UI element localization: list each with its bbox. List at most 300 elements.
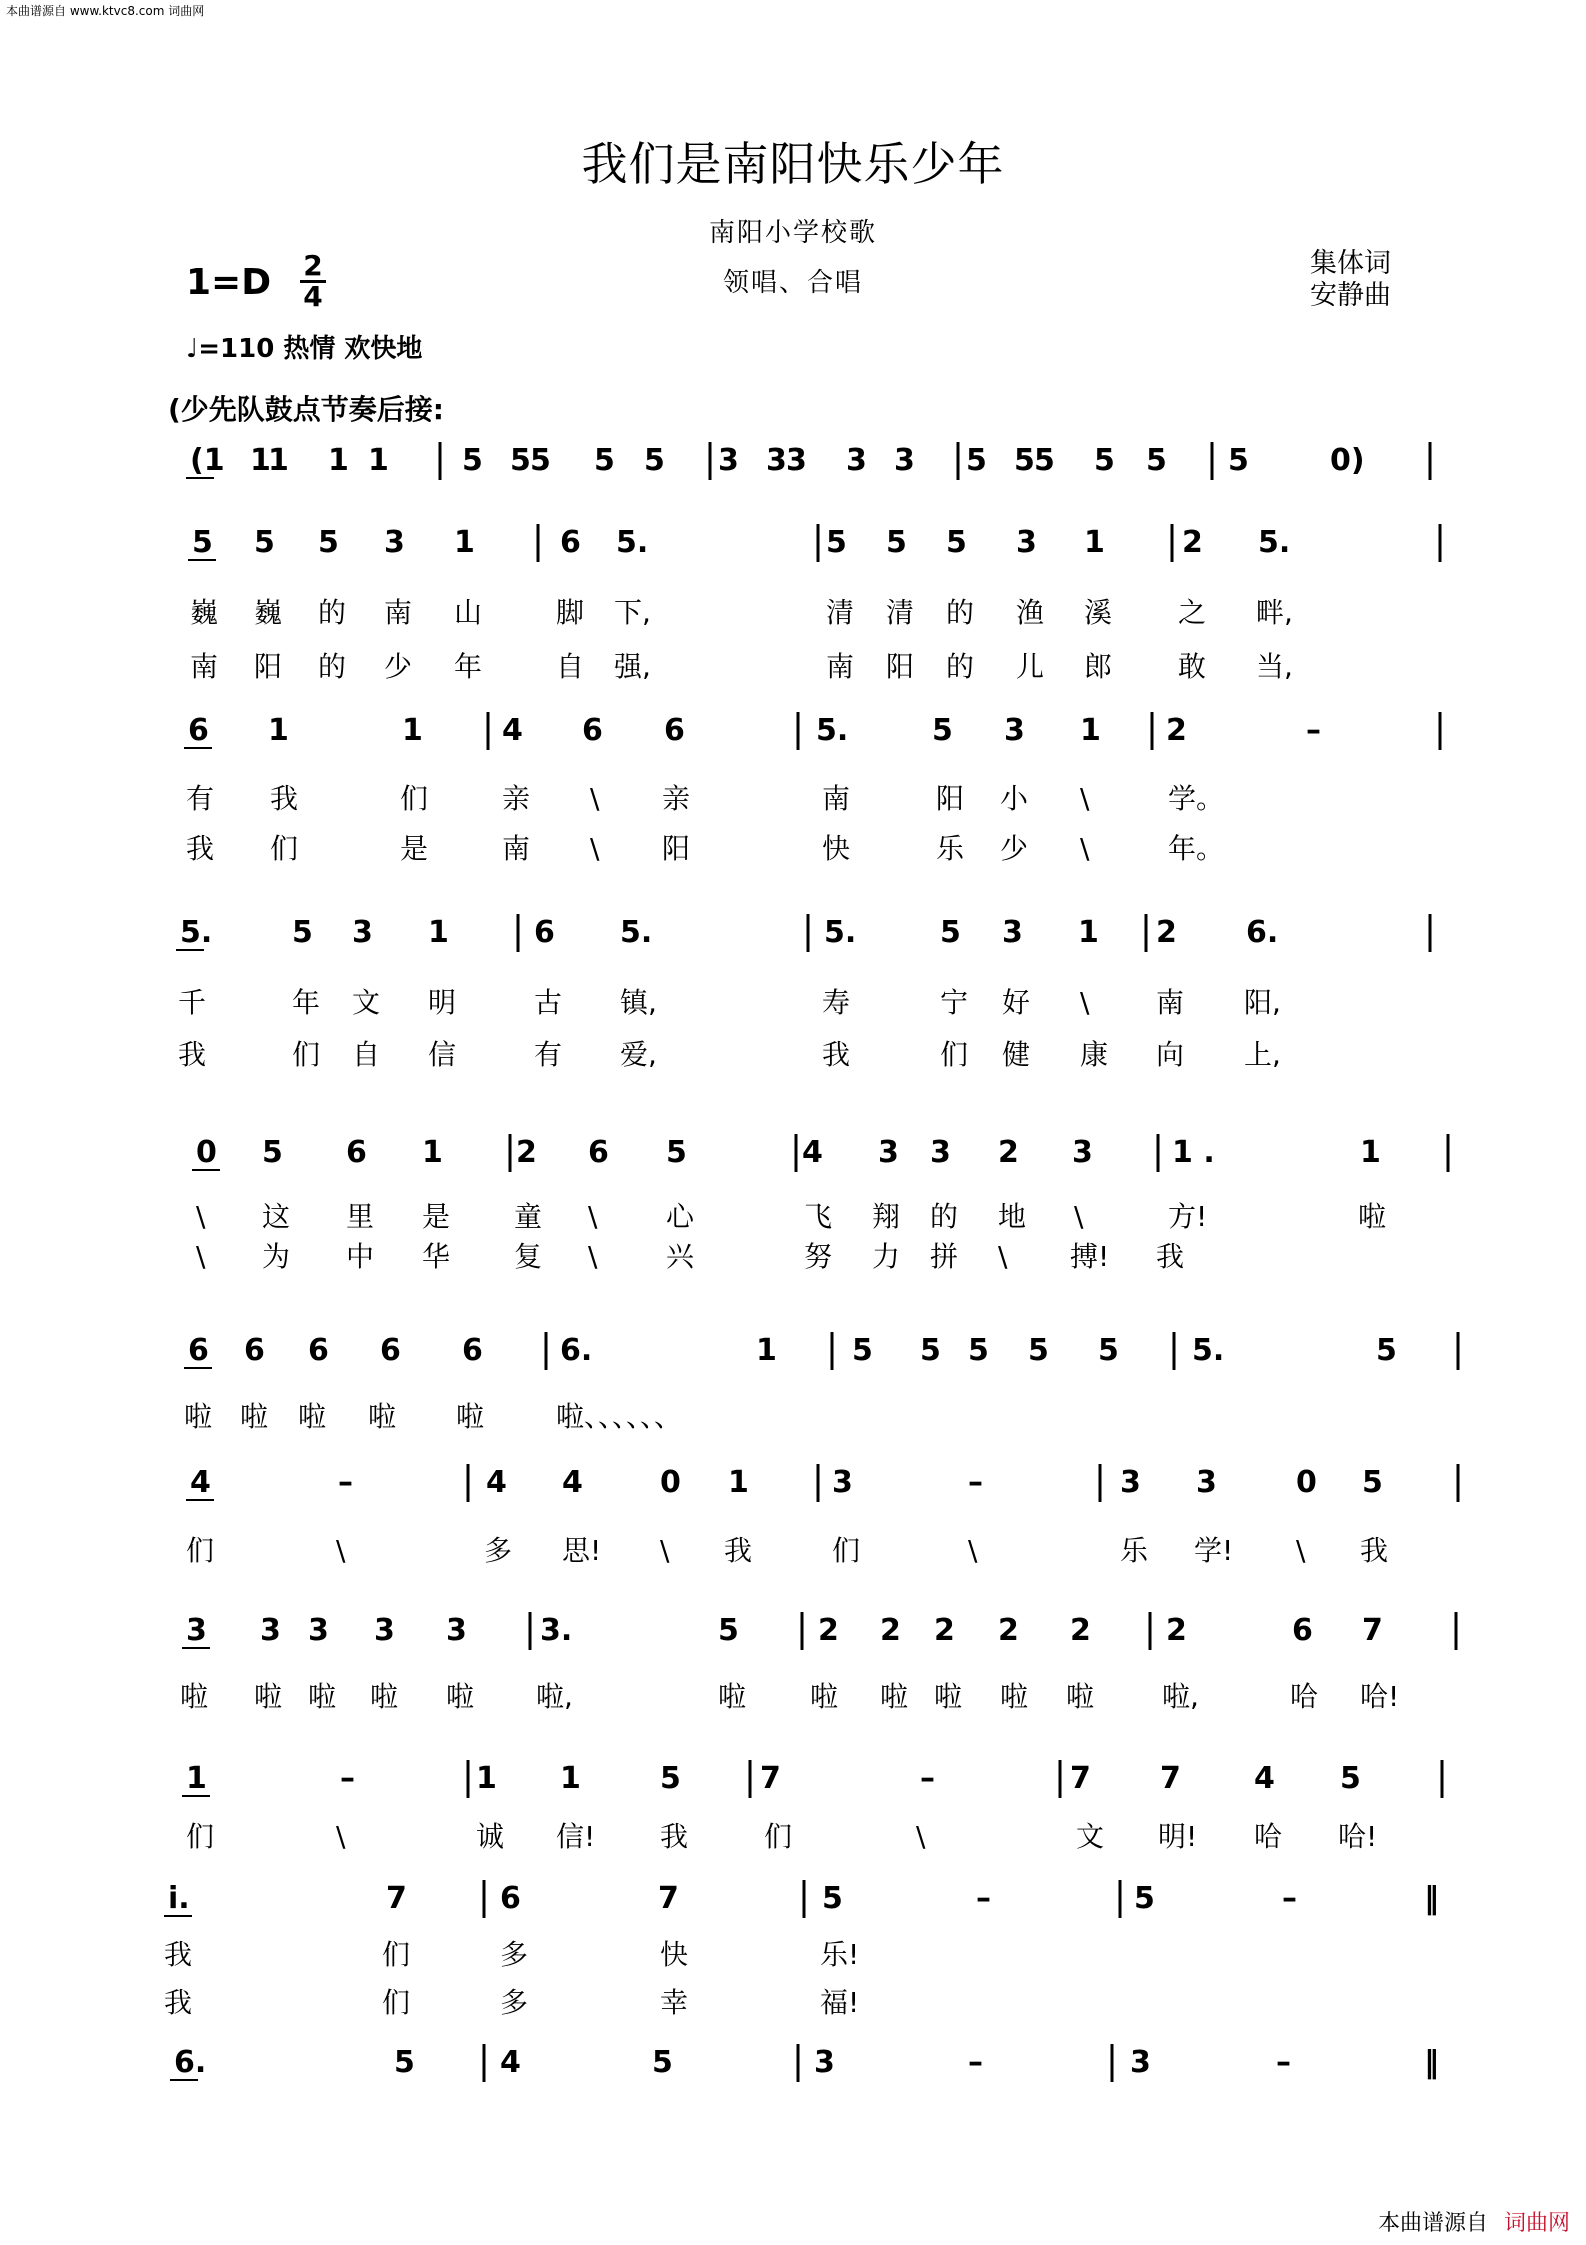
note: 3 (894, 443, 915, 478)
lyric-syllable: 清 (826, 596, 855, 629)
note: 3 (1004, 713, 1025, 748)
note: 6 (534, 915, 555, 950)
lyric-syllable: \ (916, 1820, 926, 1853)
note: – (1282, 1881, 1297, 1916)
lyric-syllable: 搏! (1070, 1240, 1110, 1273)
note: 5 (394, 2045, 415, 2080)
lyric-syllable: \ (336, 1534, 346, 1567)
note: 6 (346, 1135, 367, 1170)
lyric-syllable: 爱, (620, 1038, 657, 1071)
note: – (920, 1761, 935, 1796)
note: 1 (1360, 1135, 1381, 1170)
note: 3 (1002, 915, 1023, 950)
lyric-syllable: 啦 (810, 1680, 839, 1713)
lyric-syllable: 少 (1000, 832, 1029, 865)
lyric-syllable: 乐 (1120, 1534, 1149, 1567)
lyric-syllable: 年 (454, 650, 483, 683)
lyric-syllable: 镇, (620, 986, 657, 1019)
lyric-syllable: 千 (178, 986, 207, 1019)
lyric-syllable: \ (196, 1240, 206, 1273)
note: 3 (352, 915, 373, 950)
lyric-syllable: \ (1080, 986, 1090, 1019)
note: 5. (180, 915, 213, 950)
note: 2 (998, 1613, 1019, 1648)
note: 6 (188, 1333, 209, 1368)
lyric-syllable: 啦 (240, 1400, 269, 1433)
note: 1 (560, 1761, 581, 1796)
lyric-syllable: \ (660, 1534, 670, 1567)
lyric-syllable: 阳 (936, 782, 965, 815)
lyric-syllable: 多 (500, 1938, 529, 1971)
note: – (1306, 713, 1321, 748)
note: – (976, 1881, 991, 1916)
note: 5 (660, 1761, 681, 1796)
song-title: 我们是南阳快乐少年 (581, 137, 1005, 191)
lyric-syllable: 学。 (1168, 782, 1225, 815)
lyric-syllable: 阳, (1244, 986, 1281, 1019)
note: 2 (818, 1613, 839, 1648)
lyric-syllable: 乐! (820, 1938, 860, 1971)
note: 6 (244, 1333, 265, 1368)
time-signature-bottom: 4 (303, 280, 323, 313)
performers: 领唱、合唱 (722, 268, 863, 298)
lyric-syllable: 脚 (556, 596, 585, 629)
note: 3 (1016, 525, 1037, 560)
lyric-syllable: 巍 (254, 596, 283, 629)
lyric-syllable: \ (1296, 1534, 1306, 1567)
note: 2 (934, 1613, 955, 1648)
note: 1 (476, 1761, 497, 1796)
lyric-syllable: 啦 (298, 1400, 327, 1433)
note: 4 (500, 2045, 521, 2080)
lyric-syllable: 我 (178, 1038, 207, 1071)
note: 1 (268, 713, 289, 748)
lyric-syllable: 亲 (662, 782, 691, 815)
note: 5 (920, 1333, 941, 1368)
note: 5 (1146, 443, 1167, 478)
lyric-syllable: 我 (164, 1938, 193, 1971)
note: 3 (718, 443, 739, 478)
note: 3. (540, 1613, 573, 1648)
note: 1 (756, 1333, 777, 1368)
note: 5 (968, 1333, 989, 1368)
lyric-syllable: 渔 (1016, 596, 1045, 629)
note: 6 (308, 1333, 329, 1368)
lyric-syllable: 自 (556, 650, 585, 683)
lyric-syllable: 康 (1080, 1038, 1109, 1071)
lyric-syllable: 寿 (822, 986, 851, 1019)
note: 5 (462, 443, 483, 478)
lyric-syllable: 儿 (1016, 650, 1045, 683)
lyric-syllable: 南 (822, 782, 851, 815)
lyric-syllable: 翔 (872, 1200, 901, 1233)
note: 2 (1166, 1613, 1187, 1648)
lyric-syllable: 我 (724, 1534, 753, 1567)
note: 5. (616, 525, 649, 560)
lyric-syllable: 多 (500, 1986, 529, 2019)
time-signature-top: 2 (303, 249, 323, 282)
lyric-syllable: 健 (1002, 1038, 1031, 1071)
lyric-syllable: \ (588, 1200, 598, 1233)
lyric-syllable: 这 (262, 1200, 291, 1233)
note: – (338, 1465, 353, 1500)
lyric-syllable: 快 (822, 832, 851, 865)
lyric-syllable: 古 (534, 986, 563, 1019)
note: 4 (502, 713, 523, 748)
lyric-syllable: 努 (804, 1240, 833, 1273)
lyric-syllable: 巍 (190, 596, 219, 629)
lyric-syllable: 山 (454, 596, 483, 629)
note: 2 (516, 1135, 537, 1170)
note: 4 (486, 1465, 507, 1500)
lyric-syllable: 溪 (1084, 596, 1113, 629)
lyric-syllable: 我 (1156, 1240, 1185, 1273)
note: 3 (260, 1613, 281, 1648)
lyric-syllable: 哈 (1254, 1820, 1283, 1853)
lyric-syllable: \ (590, 782, 600, 815)
lyric-syllable: 哈! (1338, 1820, 1378, 1853)
note: 5 (1376, 1333, 1397, 1368)
lyric-syllable: 南 (502, 832, 531, 865)
lyric-syllable: 思! (562, 1534, 602, 1567)
lyric-syllable: 之 (1178, 596, 1207, 629)
lyric-syllable: 兴 (666, 1240, 695, 1273)
note: 5 (644, 443, 665, 478)
note: 3 (1072, 1135, 1093, 1170)
composer: 安静曲 (1310, 280, 1391, 311)
note: 6 (664, 713, 685, 748)
note: 3 (1120, 1465, 1141, 1500)
lyric-syllable: 阳 (886, 650, 915, 683)
lyric-syllable: 啦 (446, 1680, 475, 1713)
note: 1 (402, 713, 423, 748)
note: 5 (1094, 443, 1115, 478)
lyric-syllable: 南 (1156, 986, 1185, 1019)
note: 3 (446, 1613, 467, 1648)
lyric-syllable: 方! (1168, 1200, 1208, 1233)
note: 1 (728, 1465, 749, 1500)
lyric-syllable: 地 (998, 1200, 1027, 1233)
note: 3 (1130, 2045, 1151, 2080)
note: 5 (966, 443, 987, 478)
watermark-bottom (1378, 2206, 1570, 2237)
lyric-syllable: 华 (422, 1240, 451, 1273)
lyric-syllable: 小 (1000, 782, 1029, 815)
lyric-syllable: 乐 (936, 832, 965, 865)
lyric-syllable: 年 (292, 986, 321, 1019)
lyric-syllable: 快 (660, 1938, 689, 1971)
lyric-syllable: 啦 (880, 1680, 909, 1713)
lyric-syllable: 们 (270, 832, 299, 865)
note: 5 (318, 525, 339, 560)
lyric-syllable: 的 (318, 596, 347, 629)
note: 5. (1258, 525, 1291, 560)
lyric-syllable: 的 (318, 650, 347, 683)
lyric-syllable: 心 (666, 1200, 695, 1233)
note: 0 (1296, 1465, 1317, 1500)
lyric-syllable: 啦 (1000, 1680, 1029, 1713)
note: 0 (196, 1135, 217, 1170)
lyric-syllable: 明 (428, 986, 457, 1019)
lyric-syllable: 下, (614, 596, 651, 629)
note: 5. (816, 713, 849, 748)
lyric-syllable: 我 (822, 1038, 851, 1071)
note: 5 (718, 1613, 739, 1648)
note: 5. (824, 915, 857, 950)
lyric-syllable: 郎 (1084, 650, 1113, 683)
note: 4 (190, 1465, 211, 1500)
lyric-syllable: 文 (1076, 1820, 1105, 1853)
lyric-syllable: 当, (1256, 650, 1293, 683)
lyric-syllable: \ (1074, 1200, 1084, 1233)
note: 2 (1070, 1613, 1091, 1648)
lyric-syllable: 有 (186, 782, 215, 815)
note: 5 (1134, 1881, 1155, 1916)
lyric-syllable: 哈 (1290, 1680, 1319, 1713)
note: 5 (666, 1135, 687, 1170)
note: 1 . (1172, 1135, 1215, 1170)
note: 2 (880, 1613, 901, 1648)
note: 3 (1196, 1465, 1217, 1500)
lyric-syllable: 明! (1158, 1820, 1198, 1853)
note: 2 (998, 1135, 1019, 1170)
lyricist: 集体词 (1310, 248, 1391, 279)
lyric-syllable: 们 (292, 1038, 321, 1071)
lyric-syllable: \ (196, 1200, 206, 1233)
note: – (968, 2045, 983, 2080)
note: 3 (832, 1465, 853, 1500)
lyric-syllable: 啦 (1066, 1680, 1095, 1713)
intro-note: (少先队鼓点节奏后接: (168, 393, 444, 426)
note: 5 (192, 525, 213, 560)
note: 3 (186, 1613, 207, 1648)
lyric-syllable: 畔, (1256, 596, 1293, 629)
key-signature: 1=D (186, 262, 272, 303)
lyric-syllable: 啦 (934, 1680, 963, 1713)
lyric-syllable: 啦 (718, 1680, 747, 1713)
note: 7 (1070, 1761, 1091, 1796)
note: 5 (530, 443, 551, 478)
note: 1 (422, 1135, 443, 1170)
lyric-syllable: 们 (940, 1038, 969, 1071)
lyric-syllable: 我 (660, 1820, 689, 1853)
lyric-syllable: 啦 (308, 1680, 337, 1713)
note: 3 (846, 443, 867, 478)
note: 6 (500, 1881, 521, 1916)
note: ‖ (1424, 2045, 1439, 2080)
lyric-syllable: 南 (190, 650, 219, 683)
note: 5 (1228, 443, 1249, 478)
note: 4 (1254, 1761, 1275, 1796)
note: 3 (814, 2045, 835, 2080)
lyric-syllable: 飞 (804, 1200, 833, 1233)
note: 5 (852, 1333, 873, 1368)
note: 6 (560, 525, 581, 560)
note: 1 (250, 443, 271, 478)
note: 3 (384, 525, 405, 560)
lyric-syllable: 文 (352, 986, 381, 1019)
lyric-syllable: 福! (820, 1986, 860, 2019)
note: 5 (946, 525, 967, 560)
lyric-syllable: \ (968, 1534, 978, 1567)
lyric-syllable: 信 (428, 1038, 457, 1071)
lyric-syllable: 有 (534, 1038, 563, 1071)
note: 5. (1192, 1333, 1225, 1368)
lyric-syllable: 我 (270, 782, 299, 815)
lyric-syllable: 啦 (1358, 1200, 1387, 1233)
note: 5 (652, 2045, 673, 2080)
lyric-syllable: 啦 (456, 1400, 485, 1433)
lyric-syllable: 自 (352, 1038, 381, 1071)
note: 5 (826, 525, 847, 560)
lyric-syllable: 敢 (1178, 650, 1207, 683)
note: 0 (660, 1465, 681, 1500)
note: 5 (594, 443, 615, 478)
lyric-syllable: 我 (164, 1986, 193, 2019)
note: 5 (932, 713, 953, 748)
lyric-syllable: 学! (1194, 1534, 1234, 1567)
lyric-syllable: 们 (382, 1986, 411, 2019)
lyric-syllable: \ (998, 1240, 1008, 1273)
note: 2 (1156, 915, 1177, 950)
note: 5 (510, 443, 531, 478)
note: 6. (1246, 915, 1279, 950)
note: 5 (254, 525, 275, 560)
lyric-syllable: 啦 (370, 1680, 399, 1713)
note: 0) (1330, 443, 1365, 478)
note: 5 (1098, 1333, 1119, 1368)
lyric-syllable: \ (1080, 832, 1090, 865)
tempo-marking: ♩=110 热情 欢快地 (186, 334, 423, 364)
lyric-syllable: 南 (826, 650, 855, 683)
lyric-syllable: 的 (946, 650, 975, 683)
note: 5 (1034, 443, 1055, 478)
note: 3 (878, 1135, 899, 1170)
note: 5 (1014, 443, 1035, 478)
lyric-syllable: 啦 (368, 1400, 397, 1433)
lyric-syllable: 清 (886, 596, 915, 629)
note: 2 (1166, 713, 1187, 748)
note: 5 (292, 915, 313, 950)
note: 6 (462, 1333, 483, 1368)
lyric-syllable: 的 (930, 1200, 959, 1233)
lyric-syllable: 们 (382, 1938, 411, 1971)
lyric-syllable: 阳 (254, 650, 283, 683)
note: 5 (886, 525, 907, 560)
note: 3 (308, 1613, 329, 1648)
lyric-syllable: 幸 (660, 1986, 689, 2019)
lyric-syllable: 阳 (662, 832, 691, 865)
note: 3 (374, 1613, 395, 1648)
note: 6 (1292, 1613, 1313, 1648)
note: 7 (658, 1881, 679, 1916)
note: 6 (582, 713, 603, 748)
lyric-syllable: 啦 (180, 1680, 209, 1713)
lyric-syllable: 们 (186, 1820, 215, 1853)
watermark-top: 本曲谱源自 www.ktvc8.com 词曲网 (6, 4, 205, 18)
note: 4 (562, 1465, 583, 1500)
lyric-syllable: \ (336, 1820, 346, 1853)
lyric-syllable: 上, (1244, 1038, 1281, 1071)
note: 5 (1028, 1333, 1049, 1368)
lyric-syllable: 多 (484, 1534, 513, 1567)
lyric-syllable: 啦 (254, 1680, 283, 1713)
lyric-syllable: \ (590, 832, 600, 865)
note: 5. (620, 915, 653, 950)
note: 6 (380, 1333, 401, 1368)
note: (1 (190, 443, 225, 478)
lyric-syllable: 宁 (940, 986, 969, 1019)
lyric-syllable: 童 (514, 1200, 543, 1233)
lyric-syllable: 复 (514, 1240, 543, 1273)
lyric-syllable: 年。 (1168, 832, 1225, 865)
note: 1 (368, 443, 389, 478)
note: 5 (940, 915, 961, 950)
lyric-syllable: 们 (832, 1534, 861, 1567)
note: 3 (930, 1135, 951, 1170)
lyric-syllable: 啦 (184, 1400, 213, 1433)
lyric-syllable: 好 (1002, 986, 1031, 1019)
note: 1 (428, 915, 449, 950)
lyric-syllable: 是 (400, 832, 429, 865)
note: – (968, 1465, 983, 1500)
note: 1 (186, 1761, 207, 1796)
lyric-syllable: 我 (1360, 1534, 1389, 1567)
lyric-syllable: \ (588, 1240, 598, 1273)
note: 2 (1182, 525, 1203, 560)
note: 6 (588, 1135, 609, 1170)
lyric-syllable: 强, (614, 650, 651, 683)
watermark-brand: 词曲网 (1503, 2211, 1570, 2236)
note: 7 (386, 1881, 407, 1916)
lyric-syllable: 中 (346, 1240, 375, 1273)
note: 1 (1084, 525, 1105, 560)
note: i. (168, 1881, 190, 1916)
song-subtitle: 南阳小学校歌 (708, 218, 877, 248)
note: 7 (1362, 1613, 1383, 1648)
lyric-syllable: 们 (764, 1820, 793, 1853)
lyric-syllable: 啦, (536, 1680, 573, 1713)
lyric-syllable: 拼 (930, 1240, 959, 1273)
note: – (1276, 2045, 1291, 2080)
note: 3 (766, 443, 787, 478)
note: 5 (1340, 1761, 1361, 1796)
lyric-syllable: 是 (422, 1200, 451, 1233)
note: 1 (1078, 915, 1099, 950)
note: 7 (760, 1761, 781, 1796)
lyric-syllable: 啦、、、、、、 (556, 1400, 683, 1433)
lyric-syllable: 里 (346, 1200, 375, 1233)
lyric-syllable: 向 (1156, 1038, 1185, 1071)
note: 4 (802, 1135, 823, 1170)
note: ‖ (1424, 1881, 1439, 1916)
lyric-syllable: 力 (872, 1240, 901, 1273)
lyric-syllable: 的 (946, 596, 975, 629)
note: – (340, 1761, 355, 1796)
lyric-syllable: 们 (400, 782, 429, 815)
note: 5 (262, 1135, 283, 1170)
watermark-source: 本曲谱源自 (1377, 2211, 1488, 2236)
note: 6 (188, 713, 209, 748)
note: 1 (454, 525, 475, 560)
lyric-syllable: 少 (384, 650, 413, 683)
note: 7 (1160, 1761, 1181, 1796)
lyric-syllable: 信! (556, 1820, 596, 1853)
note: 6. (174, 2045, 207, 2080)
lyric-syllable: 啦, (1162, 1680, 1199, 1713)
lyric-syllable: 南 (384, 596, 413, 629)
note: 1 (268, 443, 289, 478)
